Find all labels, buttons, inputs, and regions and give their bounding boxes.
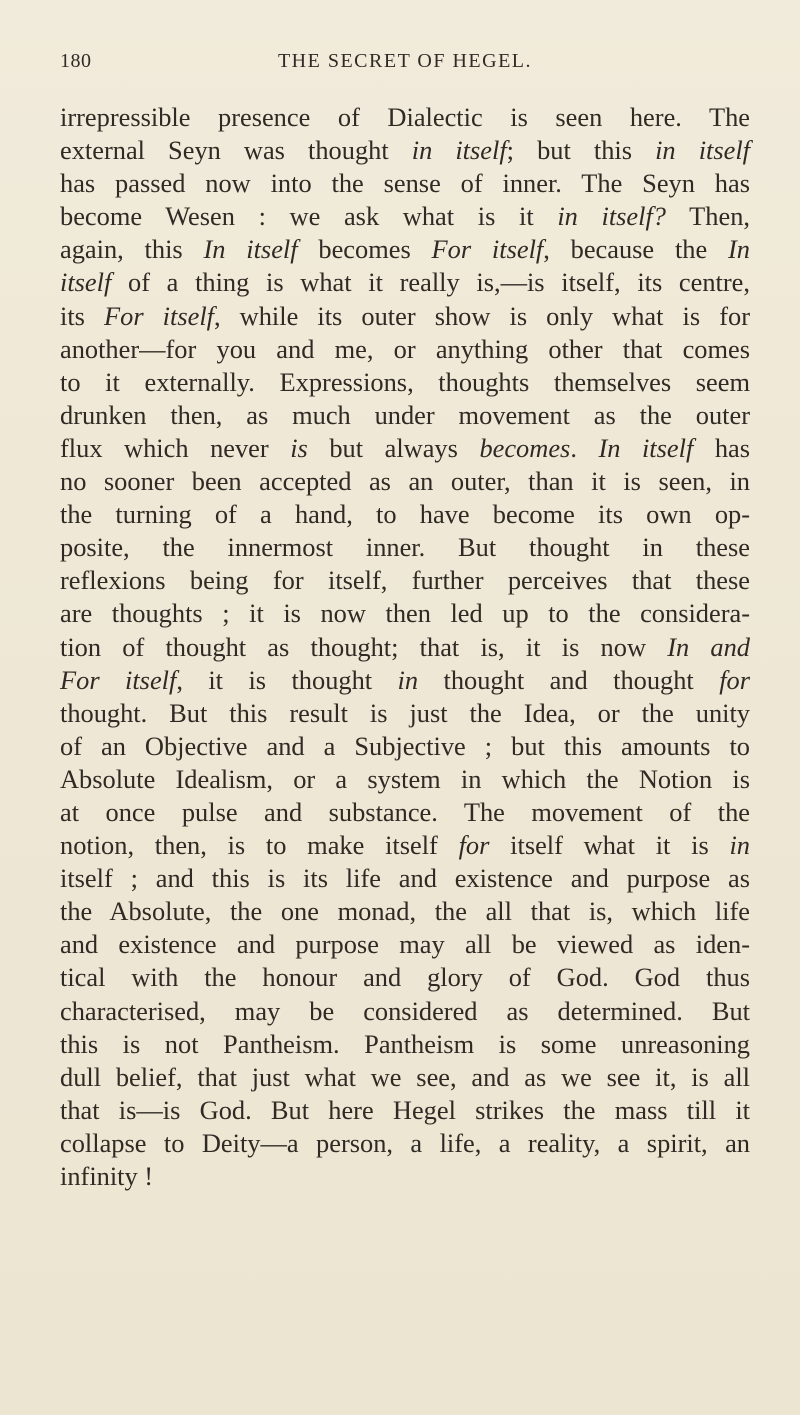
body-text bbox=[60, 101, 750, 1193]
text-line bbox=[60, 730, 750, 763]
italic-segment: in itself? bbox=[557, 201, 666, 232]
text-line bbox=[60, 1127, 750, 1160]
text-segment: thought and thought bbox=[418, 664, 720, 695]
text-line bbox=[60, 333, 750, 366]
text-line bbox=[60, 961, 750, 994]
text-segment: the Absolute, the one monad, the all that is, which life bbox=[60, 896, 750, 927]
text-segment: , it is thought bbox=[176, 664, 398, 695]
italic-segment: in itself bbox=[655, 135, 751, 166]
text-segment: but always bbox=[307, 432, 480, 463]
text-line bbox=[60, 796, 750, 829]
text-line bbox=[60, 498, 750, 531]
text-line bbox=[60, 432, 750, 465]
text-line bbox=[60, 134, 750, 167]
text-segment: thought. But this result is just the Idea, or the unity bbox=[60, 697, 750, 728]
text-line bbox=[60, 101, 750, 134]
text-segment: tical with the honour and glory of God. God thus bbox=[60, 962, 750, 993]
page-number: 180 bbox=[60, 50, 92, 72]
text-segment: of an Objective and a Subjective ; but this amounts to bbox=[60, 730, 750, 761]
text-line bbox=[60, 829, 750, 862]
italic-segment: In itself bbox=[203, 234, 298, 265]
text-segment: irrepressible presence of Dialectic is seen here. The bbox=[60, 102, 750, 132]
italic-segment: For itself bbox=[431, 234, 544, 265]
italic-segment: In bbox=[728, 234, 750, 265]
text-segment: Then, bbox=[666, 201, 750, 232]
italic-segment: becomes bbox=[479, 432, 571, 463]
text-line bbox=[60, 1160, 750, 1193]
text-line bbox=[60, 631, 750, 664]
italic-segment: For itself bbox=[104, 300, 214, 331]
italic-segment: itself bbox=[60, 267, 112, 298]
text-segment: to it externally. Expressions, thoughts themselves seem bbox=[60, 366, 750, 397]
text-segment: infinity ! bbox=[60, 1161, 154, 1191]
text-line bbox=[60, 564, 750, 597]
text-segment: , while its outer show is only what is for bbox=[214, 300, 750, 331]
text-segment: has passed now into the sense of inner. The Seyn has bbox=[60, 168, 750, 199]
text-segment: becomes bbox=[297, 234, 432, 265]
text-segment: posite, the innermost inner. But thought in these bbox=[60, 532, 750, 563]
text-segment: . bbox=[570, 432, 599, 463]
text-segment: become Wesen : we ask what is it bbox=[60, 201, 558, 232]
running-title: THE SECRET OF HEGEL. bbox=[277, 50, 533, 72]
text-segment: and existence and purpose may all be viewed as iden- bbox=[60, 929, 750, 960]
text-segment: flux which never bbox=[60, 432, 291, 463]
italic-segment: in bbox=[729, 830, 750, 861]
text-line bbox=[60, 266, 750, 299]
text-segment: its bbox=[60, 300, 105, 331]
italic-segment: In itself bbox=[598, 432, 694, 463]
text-segment: , because the bbox=[543, 234, 728, 265]
text-segment: no sooner been accepted as an outer, than it is seen, in bbox=[60, 466, 750, 497]
text-line bbox=[60, 1028, 750, 1061]
text-line bbox=[60, 995, 750, 1028]
text-line bbox=[60, 763, 750, 796]
text-segment: at once pulse and substance. The movement of the bbox=[60, 796, 750, 827]
text-line bbox=[60, 366, 750, 399]
text-segment: has bbox=[693, 432, 750, 463]
text-segment: notion, then, is to make itself bbox=[60, 830, 459, 861]
text-segment: Absolute Idealism, or a system in which the Notion is bbox=[60, 763, 750, 794]
text-line bbox=[60, 531, 750, 564]
text-line bbox=[60, 862, 750, 895]
text-line bbox=[60, 200, 750, 233]
running-head bbox=[60, 50, 750, 80]
text-line bbox=[60, 465, 750, 498]
text-line bbox=[60, 233, 750, 266]
text-line bbox=[60, 399, 750, 432]
italic-segment: for bbox=[458, 830, 490, 861]
text-line bbox=[60, 1094, 750, 1127]
italic-segment: for bbox=[719, 664, 750, 695]
text-segment: itself what it is bbox=[489, 830, 730, 861]
italic-segment: in bbox=[397, 664, 419, 695]
italic-segment: In and bbox=[667, 631, 750, 662]
text-line bbox=[60, 895, 750, 928]
text-segment: another—for you and me, or anything other that comes bbox=[60, 333, 750, 364]
text-segment: again, this bbox=[60, 234, 204, 265]
text-line bbox=[60, 167, 750, 200]
italic-segment: is bbox=[290, 432, 308, 463]
text-segment: collapse to Deity—a person, a life, a reality, a spirit, an bbox=[60, 1127, 750, 1158]
text-segment: reflexions being for itself, further perceives that these bbox=[60, 565, 750, 596]
text-segment: external Seyn was thought bbox=[60, 135, 412, 166]
text-line bbox=[60, 1061, 750, 1094]
text-segment: are thoughts ; it is now then led up to the considera- bbox=[60, 598, 750, 629]
text-segment: drunken then, as much under movement as the outer bbox=[60, 399, 750, 430]
text-segment: ; but this bbox=[506, 135, 656, 166]
text-line bbox=[60, 597, 750, 630]
italic-segment: in itself bbox=[411, 135, 507, 166]
text-segment: tion of thought as thought; that is, it is now bbox=[60, 631, 668, 662]
text-line bbox=[60, 697, 750, 730]
text-segment: the turning of a hand, to have become its own op- bbox=[60, 499, 750, 530]
text-line bbox=[60, 664, 750, 697]
text-line bbox=[60, 300, 750, 333]
italic-segment: For itself bbox=[60, 664, 177, 695]
text-segment: this is not Pantheism. Pantheism is some unreasoning bbox=[60, 1028, 750, 1059]
text-segment: characterised, may be considered as determined. But bbox=[60, 995, 750, 1026]
text-segment: itself ; and this is its life and existence and purpose as bbox=[60, 863, 750, 894]
text-segment: that is—is God. But here Hegel strikes the mass till it bbox=[60, 1094, 750, 1125]
text-line bbox=[60, 928, 750, 961]
text-segment: of a thing is what it really is,—is itself, its centre, bbox=[111, 267, 750, 298]
text-segment: dull belief, that just what we see, and as we see it, is all bbox=[60, 1061, 750, 1092]
